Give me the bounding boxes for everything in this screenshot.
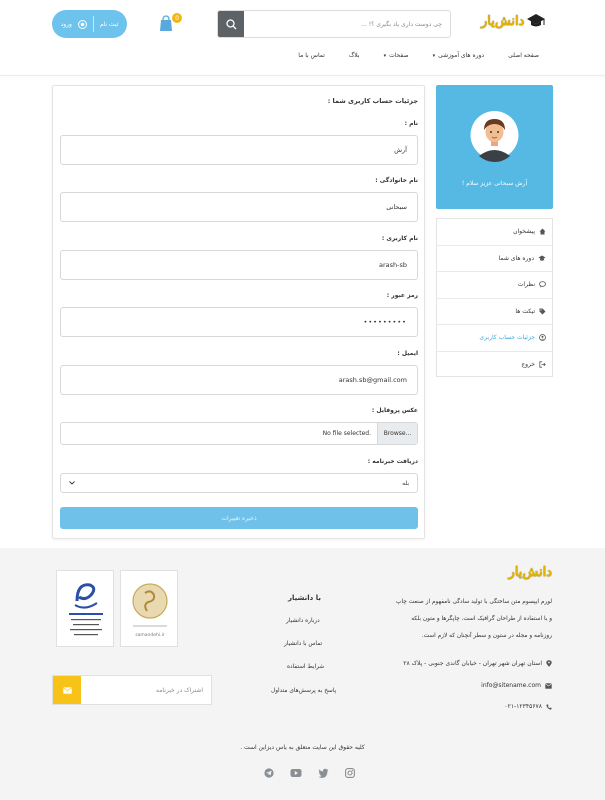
- envelope-icon: [63, 687, 72, 694]
- file-status: No file selected.: [322, 430, 371, 437]
- account-menu: [436, 218, 553, 377]
- newsletter-form: [52, 675, 212, 705]
- email-text: info@sitename.com: [481, 682, 541, 689]
- login-icon: [78, 20, 87, 29]
- profile-card: [436, 85, 553, 209]
- username-field[interactable]: arash-sb: [60, 250, 418, 280]
- browse-button[interactable]: Browse...: [377, 423, 417, 444]
- youtube-icon[interactable]: [290, 768, 302, 778]
- samandehi-badge[interactable]: [120, 570, 178, 647]
- newsletter-selected-value: بله: [402, 479, 409, 487]
- home-icon: [539, 228, 546, 235]
- auth-divider: [93, 16, 94, 32]
- sidebar-item-courses[interactable]: [437, 246, 552, 273]
- address-text: استان تهران شهر تهران - خیابان گاندی جنوبی - پلاک ۲۸: [403, 660, 542, 667]
- newsletter-email-input[interactable]: اشتراک در خبرنامه: [156, 686, 203, 694]
- auth-pill: [52, 10, 127, 38]
- chevron-down-icon: ▾: [383, 52, 387, 59]
- chevron-down-icon: [69, 481, 75, 485]
- cart-button[interactable]: [158, 14, 179, 34]
- graduation-cap-icon: [526, 12, 546, 30]
- cart-count-badge: 0: [172, 13, 182, 23]
- avatar-upload-label: عکس پروفایل :: [371, 407, 418, 414]
- nav-label: صفحه اصلی: [508, 52, 539, 59]
- register-button[interactable]: ثبت نام: [99, 20, 119, 28]
- samandehi-caption: samandehi.ir: [135, 633, 165, 638]
- sidebar-item-label: پیشخوان: [513, 228, 535, 236]
- sidebar-item-comments[interactable]: [437, 272, 552, 299]
- email-field[interactable]: arash.sb@gmail.com: [60, 365, 418, 395]
- footer-link-faq[interactable]: پاسخ به پرسش‌های متداول: [271, 688, 337, 694]
- phone-icon: [546, 704, 552, 710]
- sidebar-item-label: نظرات: [517, 281, 535, 289]
- sidebar-item-logout[interactable]: [437, 352, 552, 379]
- chevron-down-icon: ▾: [432, 52, 436, 59]
- social-links: [264, 768, 355, 778]
- tags-icon: [539, 308, 546, 315]
- enamad-badge[interactable]: [56, 570, 114, 647]
- avatar-file-input[interactable]: [60, 422, 418, 445]
- sidebar-item-label: جزئیات حساب کاربری: [479, 334, 535, 342]
- header-divider: [0, 75, 605, 76]
- footer-phone[interactable]: [504, 703, 552, 710]
- instagram-icon[interactable]: [345, 768, 355, 778]
- username-label: نام کاربری :: [381, 235, 418, 242]
- profile-greeting: آرش سبحانی عزیز سلام !: [461, 180, 528, 187]
- sidebar-item-label: دوره های شما: [498, 254, 534, 262]
- last-name-label: نام خانوادگی :: [375, 177, 418, 184]
- comment-icon: [539, 281, 546, 288]
- phone-text: ۰۲۱-۱۲۳۴۵۶۷۸: [504, 703, 542, 710]
- last-name-field[interactable]: سبحانی: [60, 192, 418, 222]
- nav-item-pages[interactable]: [384, 52, 409, 59]
- copyright-text: کلیه حقوق این سایت متعلق به یاس دیزاین است .: [240, 744, 365, 751]
- nav-label: بلاگ: [348, 52, 360, 59]
- first-name-label: نام :: [404, 120, 418, 127]
- sign-out-icon: [539, 361, 546, 368]
- newsletter-select[interactable]: [60, 473, 418, 493]
- logo-text: دانش‌یار: [481, 13, 525, 29]
- nav-item-blog[interactable]: [349, 52, 360, 59]
- email-label: ایمیل :: [397, 350, 418, 357]
- footer-link-about[interactable]: درباره دانشیار: [286, 618, 320, 624]
- sidebar-item-account-details[interactable]: [437, 325, 552, 352]
- newsletter-label: دریافت خبرنامه :: [367, 458, 418, 465]
- nav-item-home[interactable]: [508, 52, 539, 59]
- telegram-icon[interactable]: [264, 768, 274, 778]
- site-logo[interactable]: [481, 12, 546, 30]
- footer-email[interactable]: [481, 682, 552, 689]
- nav-item-contact[interactable]: [298, 52, 325, 59]
- nav-label: تماس با ما: [298, 52, 325, 59]
- user-circle-icon: [539, 334, 546, 341]
- nav-item-courses[interactable]: [433, 52, 485, 59]
- sidebar-item-tickets[interactable]: [437, 299, 552, 326]
- search-input[interactable]: چی دوست داری یاد بگیری ؟! ...: [361, 20, 442, 28]
- first-name-field[interactable]: آرش: [60, 135, 418, 165]
- nav-label: دوره های آموزشی: [438, 52, 485, 59]
- avatar: [470, 106, 519, 164]
- map-marker-icon: [546, 660, 552, 667]
- password-field[interactable]: •••••••••: [60, 307, 418, 337]
- nav-label: صفحات: [389, 52, 409, 59]
- login-button[interactable]: ورود: [60, 20, 72, 28]
- graduation-cap-icon: [538, 255, 546, 262]
- search-icon: [226, 19, 237, 30]
- main-nav: [274, 52, 539, 59]
- save-changes-button[interactable]: ذخیره تغییرات: [60, 507, 418, 529]
- form-title: جزئیات حساب کاربری شما :: [327, 97, 418, 105]
- sidebar-item-dashboard[interactable]: [437, 219, 552, 246]
- twitter-icon[interactable]: [318, 768, 329, 778]
- footer-address: [403, 660, 552, 667]
- footer-logo[interactable]: دانش‌یار: [508, 565, 552, 580]
- footer-link-contact[interactable]: تماس با دانشیار: [284, 641, 323, 647]
- enamad-logo-icon: [57, 571, 115, 648]
- search-button[interactable]: [218, 11, 244, 37]
- sidebar-item-label: تیکت ها: [515, 307, 535, 315]
- footer-link-terms[interactable]: شرایط استفاده: [287, 664, 325, 670]
- envelope-icon: [545, 683, 552, 689]
- newsletter-submit-button[interactable]: [53, 676, 81, 704]
- footer-links-title: با دانشیار: [288, 594, 321, 602]
- sidebar-item-label: خروج: [521, 361, 535, 369]
- search-bar: [217, 10, 451, 38]
- footer-description: لورم ایپسوم متن ساختگی با تولید سادگی نامفهوم از صنعت چاپ و با استفاده از طراحان گرافیک است. چاپگرها و متون بلکه روزنامه و مجله در ستون و سطر آنچنان که لازم است.: [396, 599, 552, 639]
- password-label: رمز عبور :: [386, 292, 418, 299]
